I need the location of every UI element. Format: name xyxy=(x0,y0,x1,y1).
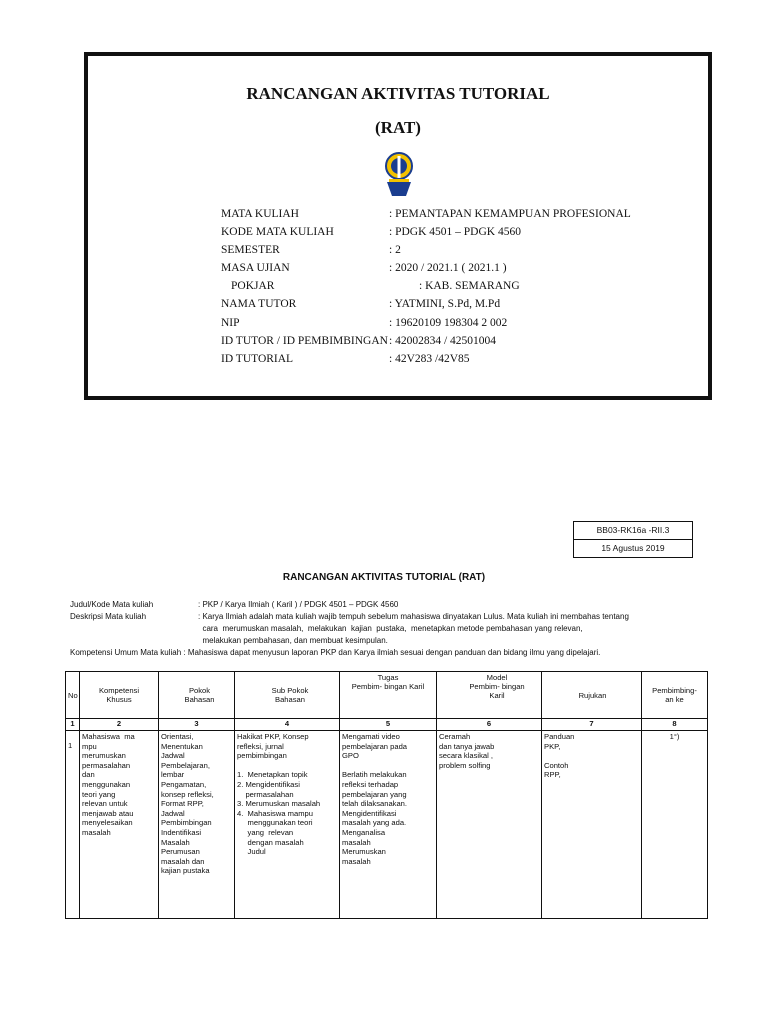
info-label: MASA UJIAN xyxy=(221,262,290,275)
cover-box xyxy=(84,52,712,400)
info-label: POKJAR xyxy=(231,280,275,293)
row-tugas xyxy=(340,731,437,919)
cell-line: Contoh xyxy=(544,760,569,770)
cell-line: masalah xyxy=(342,837,371,847)
cell-line: masalah dan xyxy=(161,856,205,866)
info-value: : 2020 / 2021.1 ( 2021.1 ) xyxy=(389,262,507,275)
cell-line: Format RPP, xyxy=(161,799,204,809)
info-label: NIP xyxy=(221,316,240,329)
cell-line: pembelajaran yang xyxy=(342,789,407,799)
cell-line: Mengidentifikasi xyxy=(342,808,397,818)
cell-line: menyelesaikan xyxy=(82,818,133,828)
col-number: 4 xyxy=(235,719,340,731)
cell-line: dan xyxy=(82,770,95,780)
cell-line: kajian pustaka xyxy=(161,866,210,876)
judul-label: Judul/Kode Mata kuliah xyxy=(70,600,154,609)
cell-line: teori yang xyxy=(82,789,116,799)
header-pokok: Pokok Bahasan xyxy=(159,672,235,719)
deskripsi-value-3: melakukan pembahasan, dan membuat kesimpulan. xyxy=(198,636,388,645)
col-number: 8 xyxy=(642,719,708,731)
cell-line: Jadwal xyxy=(161,751,185,761)
cell-line: lembar xyxy=(161,770,185,780)
cell-line: Menganalisa xyxy=(342,827,386,837)
cell-line: Perumusan xyxy=(161,847,200,857)
header-no: No xyxy=(66,672,80,719)
cell-line: Pembelajaran, xyxy=(161,760,210,770)
col-number: 6 xyxy=(437,719,542,731)
info-label: KODE MATA KULIAH xyxy=(221,226,334,239)
col-number: 2 xyxy=(80,719,159,731)
col-number: 7 xyxy=(542,719,642,731)
rat-table xyxy=(65,671,708,919)
row-sub-pokok xyxy=(235,731,340,919)
info-value: : PDGK 4501 – PDGK 4560 xyxy=(389,226,521,239)
deskripsi-value-2: cara merumuskan masalah, melakukan kajian pustaka, menetapkan metode pembahasan yang relevan, xyxy=(198,624,583,633)
judul-value: : PKP / Karya Ilmiah ( Karil ) / PDGK 4501 – PDGK 4560 xyxy=(198,600,399,609)
cell-line: refleksi, jurnal xyxy=(237,741,284,751)
header-rujukan: Rujukan xyxy=(542,672,642,719)
info-label: ID TUTOR / ID PEMBIMBINGAN xyxy=(221,334,388,347)
cell-line: masalah yang ada. xyxy=(342,818,407,828)
cell-line xyxy=(237,761,337,771)
cell-line: merumuskan xyxy=(82,751,126,761)
cell-line: konsep refleksi, xyxy=(161,789,214,799)
header-pembimbingan: Pembimbing- an ke xyxy=(642,672,708,719)
cell-line xyxy=(544,751,639,761)
header-tugas: Tugas Pembim- bingan Karil xyxy=(340,672,437,719)
cell-line: refleksi terhadap xyxy=(342,779,399,789)
cell-line: Pembimbingan xyxy=(161,818,212,828)
cell-line: Indentifikasi xyxy=(161,827,202,837)
cell-line: permasalahan xyxy=(237,789,294,799)
cell-line: yang relevan xyxy=(237,827,294,837)
cell-line: Panduan xyxy=(544,732,575,741)
cell-line: Menentukan xyxy=(161,741,203,751)
cell-line: 4. Mahasiswa mampu xyxy=(237,808,313,818)
cell-line: dengan masalah xyxy=(237,837,304,847)
header-kompetensi: Kompetensi Khusus xyxy=(80,672,159,719)
info-value: : 42V283 /42V85 xyxy=(389,352,470,365)
cell-line: relevan untuk xyxy=(82,799,128,809)
info-value: : 19620109 198304 2 002 xyxy=(389,316,508,329)
cell-line: Jadwal xyxy=(161,808,185,818)
table-row xyxy=(66,731,708,919)
cell-line: masalah xyxy=(342,856,371,866)
cell-line: 3. Merumuskan masalah xyxy=(237,799,321,809)
cell-line: Mahasiswa ma xyxy=(82,732,135,741)
cell-line: Mengamati video xyxy=(342,732,400,741)
col-number: 5 xyxy=(340,719,437,731)
cell-line: GPO xyxy=(342,751,359,761)
kompetensi-umum-text: Kompetensi Umum Mata kuliah : Mahasiswa dapat menyusun laporan PKP dan Karya ilmiah sesuai dengan panduan dan bidang ilmu yang dipelajari. xyxy=(70,648,601,657)
info-value: : YATMINI, S.Pd, M.Pd xyxy=(389,298,501,311)
info-label: ID TUTORIAL xyxy=(221,352,294,365)
cell-line: pembimbingan xyxy=(237,751,287,761)
cell-line xyxy=(342,761,434,771)
info-label: SEMESTER xyxy=(221,244,280,257)
info-label: MATA KULIAH xyxy=(221,208,299,220)
document-code: BB03-RK16a -RII.3 xyxy=(596,525,670,535)
info-value: : 42002834 / 42501004 xyxy=(389,334,497,347)
cell-line: 1. Menetapkan topik xyxy=(237,770,308,780)
rat-title: RANCANGAN AKTIVITAS TUTORIAL (RAT) xyxy=(282,572,486,583)
cell-line: Ceramah xyxy=(439,732,471,741)
table-number-row xyxy=(66,719,708,731)
cell-line: mpu xyxy=(82,741,97,751)
cell-line: secara klasikal , xyxy=(439,751,494,761)
cover-title: RANCANGAN AKTIVITAS TUTORIAL xyxy=(246,84,550,103)
cell-line: Orientasi, xyxy=(161,732,194,741)
deskripsi-value-1: : Karya Ilmiah adalah mata kuliah wajib tempuh sebelum mahasiswa dinyatakan Lulus. Mata kuliah ini membahas tentang xyxy=(198,612,629,621)
deskripsi-label: Deskripsi Mata kuliah xyxy=(70,612,147,621)
cell-line: menjawab atau xyxy=(82,808,134,818)
cell-line: Hakikat PKP, Konsep xyxy=(237,732,309,741)
row-kompetensi xyxy=(80,731,159,919)
row-pokok xyxy=(159,731,235,919)
table-header-row xyxy=(66,672,708,719)
cell-line: RPP, xyxy=(544,770,561,780)
cell-line: 2. Mengidentifikasi xyxy=(237,779,300,789)
info-label: NAMA TUTOR xyxy=(221,298,297,311)
header-sub-pokok: Sub Pokok Bahasan xyxy=(235,672,340,719)
document-code-box xyxy=(573,521,693,558)
header-model: Model Pembim- bingan Karil xyxy=(437,672,542,719)
cell-line: PKP, xyxy=(544,741,561,751)
university-logo-icon xyxy=(384,152,414,198)
info-value: : PEMANTAPAN KEMAMPUAN PROFESIONAL xyxy=(389,208,631,220)
row-model xyxy=(437,731,542,919)
info-value: : 2 xyxy=(389,244,401,257)
cell-line: Merumuskan xyxy=(342,847,386,857)
cell-line: Judul xyxy=(237,847,266,857)
cell-line: telah dilaksanakan. xyxy=(342,799,408,809)
document-date: 15 Agustus 2019 xyxy=(574,539,692,557)
cell-line: Masalah xyxy=(161,837,190,847)
cell-line: masalah xyxy=(82,827,111,837)
col-number: 1 xyxy=(66,719,80,731)
cell-line: Pengamatan, xyxy=(161,779,207,789)
cell-line: menggunakan teori xyxy=(237,818,313,828)
cell-line: permasalahan xyxy=(82,760,131,770)
cell-line: menggunakan xyxy=(82,779,131,789)
cell-line: pembelajaran pada xyxy=(342,741,408,751)
row-rujukan xyxy=(542,731,642,919)
info-value: : KAB. SEMARANG xyxy=(419,280,520,293)
cell-line: problem solfing xyxy=(439,760,491,770)
cover-subtitle: (RAT) xyxy=(375,118,421,137)
row-pembimbingan: 1°) xyxy=(642,731,708,919)
col-number: 3 xyxy=(159,719,235,731)
row-no: 1 xyxy=(66,731,80,919)
cell-line: dan tanya jawab xyxy=(439,741,495,751)
cell-line: Berlatih melakukan xyxy=(342,770,407,780)
